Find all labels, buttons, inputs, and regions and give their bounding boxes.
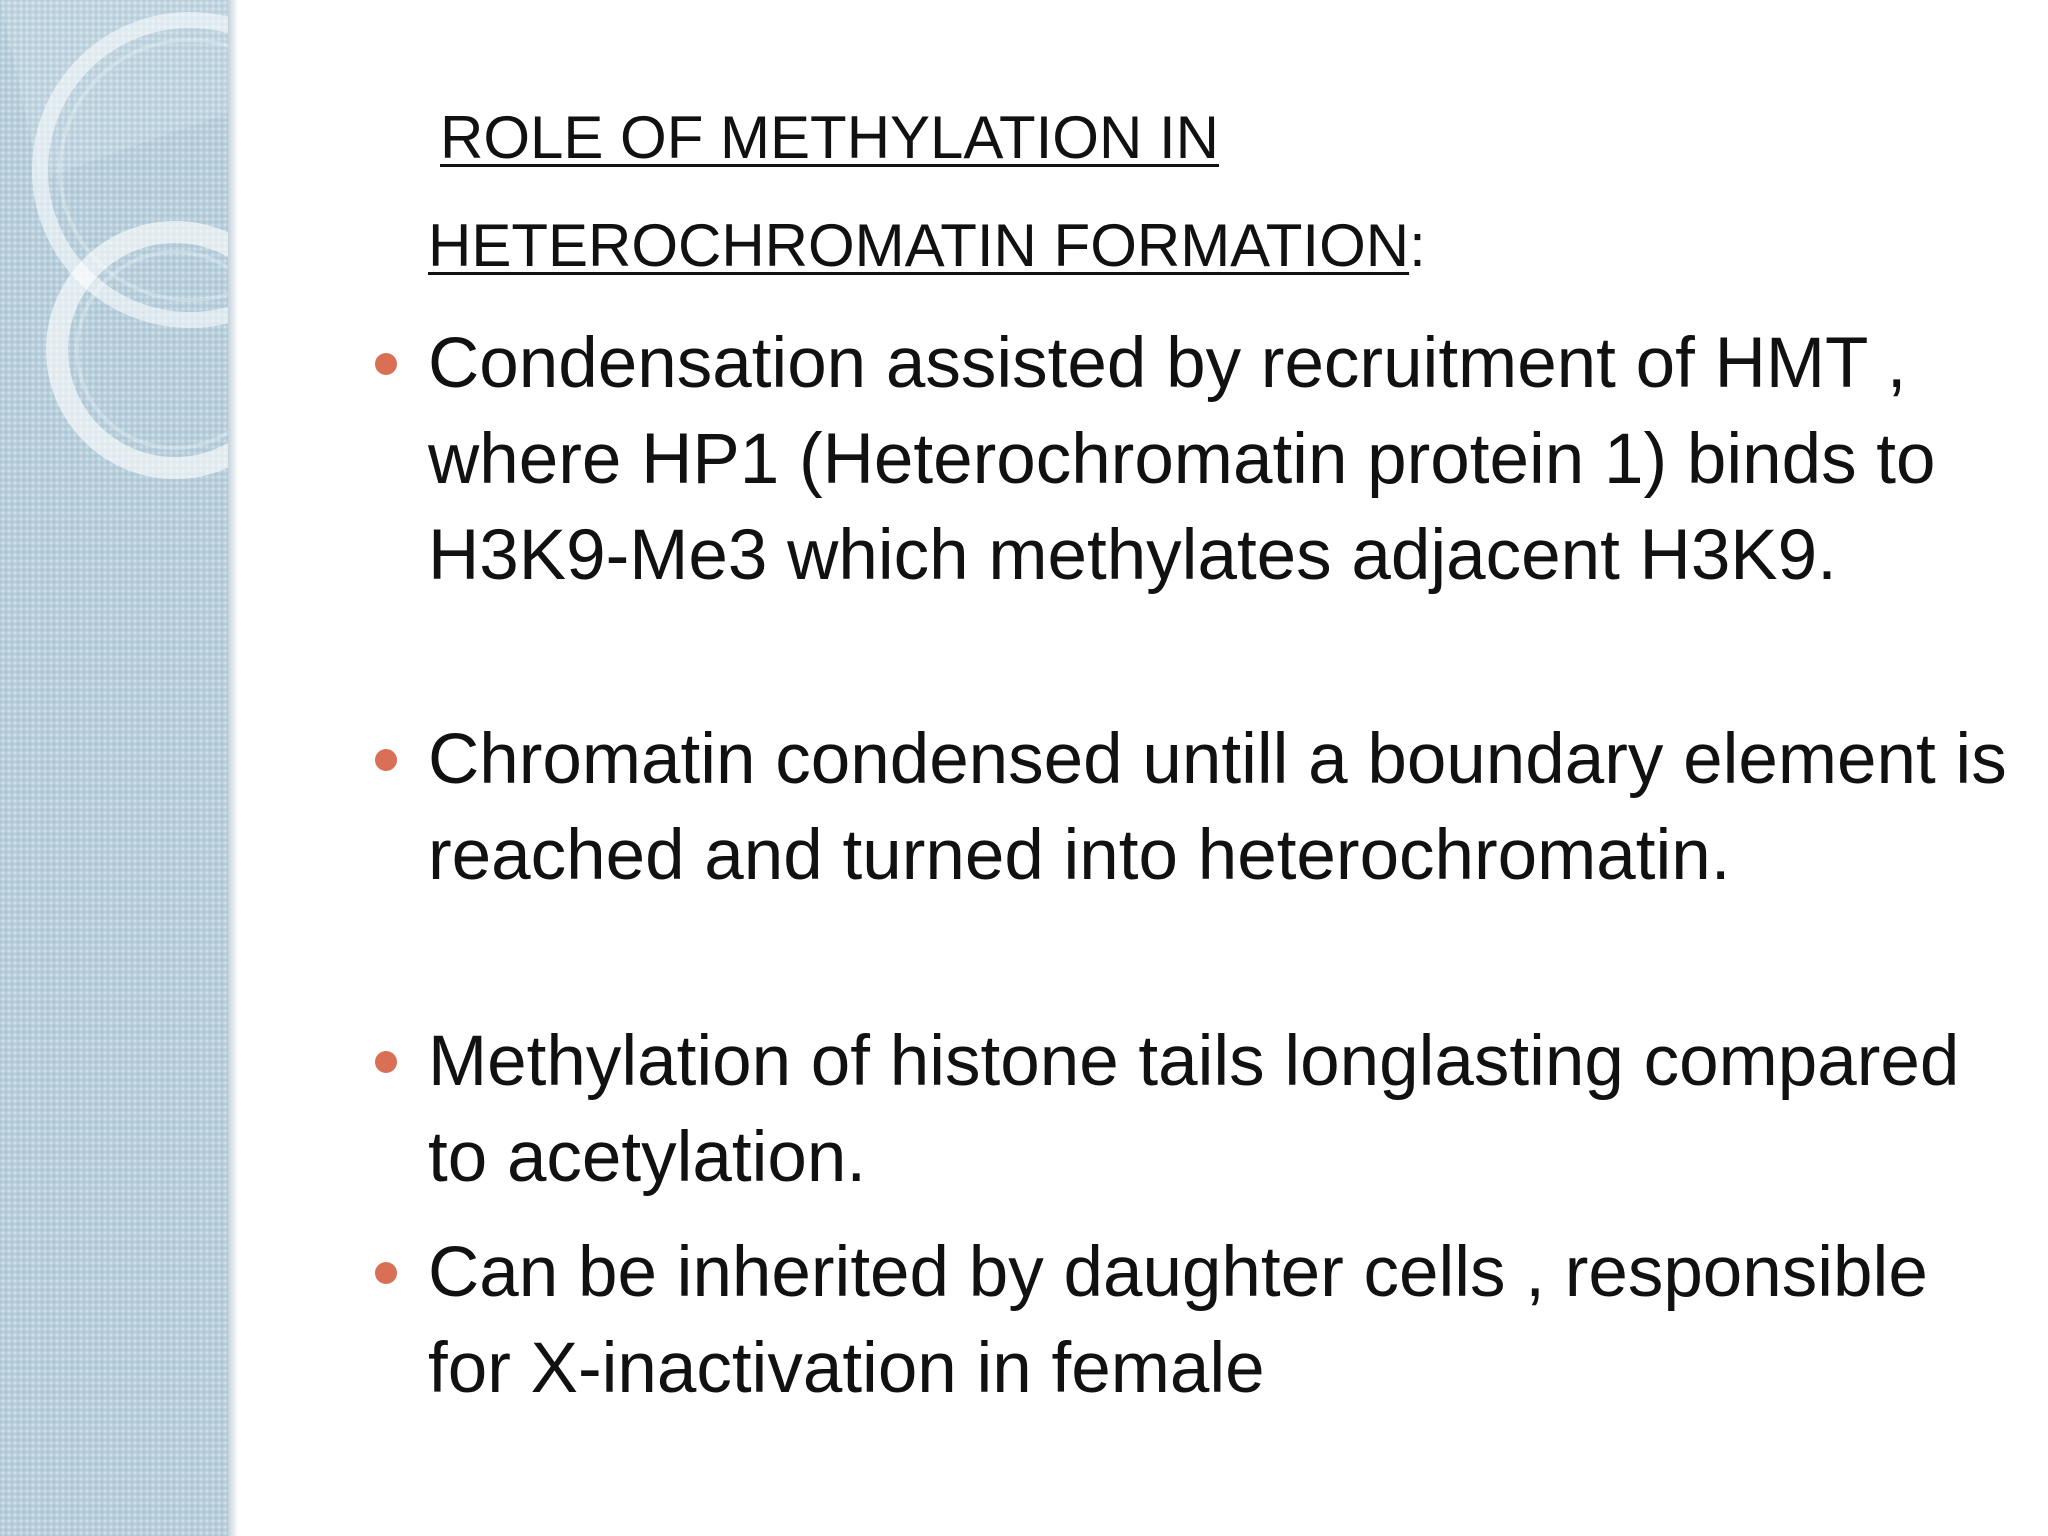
bullet-dot-icon: [375, 353, 397, 375]
bullet-item: [428, 316, 2028, 604]
bullet-text: Methylation of histone tails longlasting compared to acetylation.: [428, 1022, 1960, 1197]
bullet-dot-icon: [375, 749, 397, 771]
bullet-text: Chromatin condensed untill a boundary element is reached and turned into heterochromatin.: [428, 720, 2007, 895]
title-line-2: HETEROCHROMATIN FORMATION:: [428, 212, 1426, 279]
bullet-item: [428, 1225, 2028, 1417]
bullet-item: [428, 712, 2028, 904]
title-line-1: ROLE OF METHYLATION IN: [440, 104, 1219, 171]
bullet-dot-icon: [375, 1051, 397, 1073]
title-colon: :: [1409, 212, 1426, 279]
bullet-item: [428, 1014, 2028, 1206]
bullet-text: Can be inherited by daughter cells , responsible for X-inactivation in female: [428, 1233, 1928, 1408]
bullet-dot-icon: [375, 1262, 397, 1284]
bullet-text: Condensation assisted by recruitment of HMT , where HP1 (Heterochromatin protein 1) binds to H3K9-Me3 which methylates adjacent H3K9.: [428, 324, 1936, 595]
